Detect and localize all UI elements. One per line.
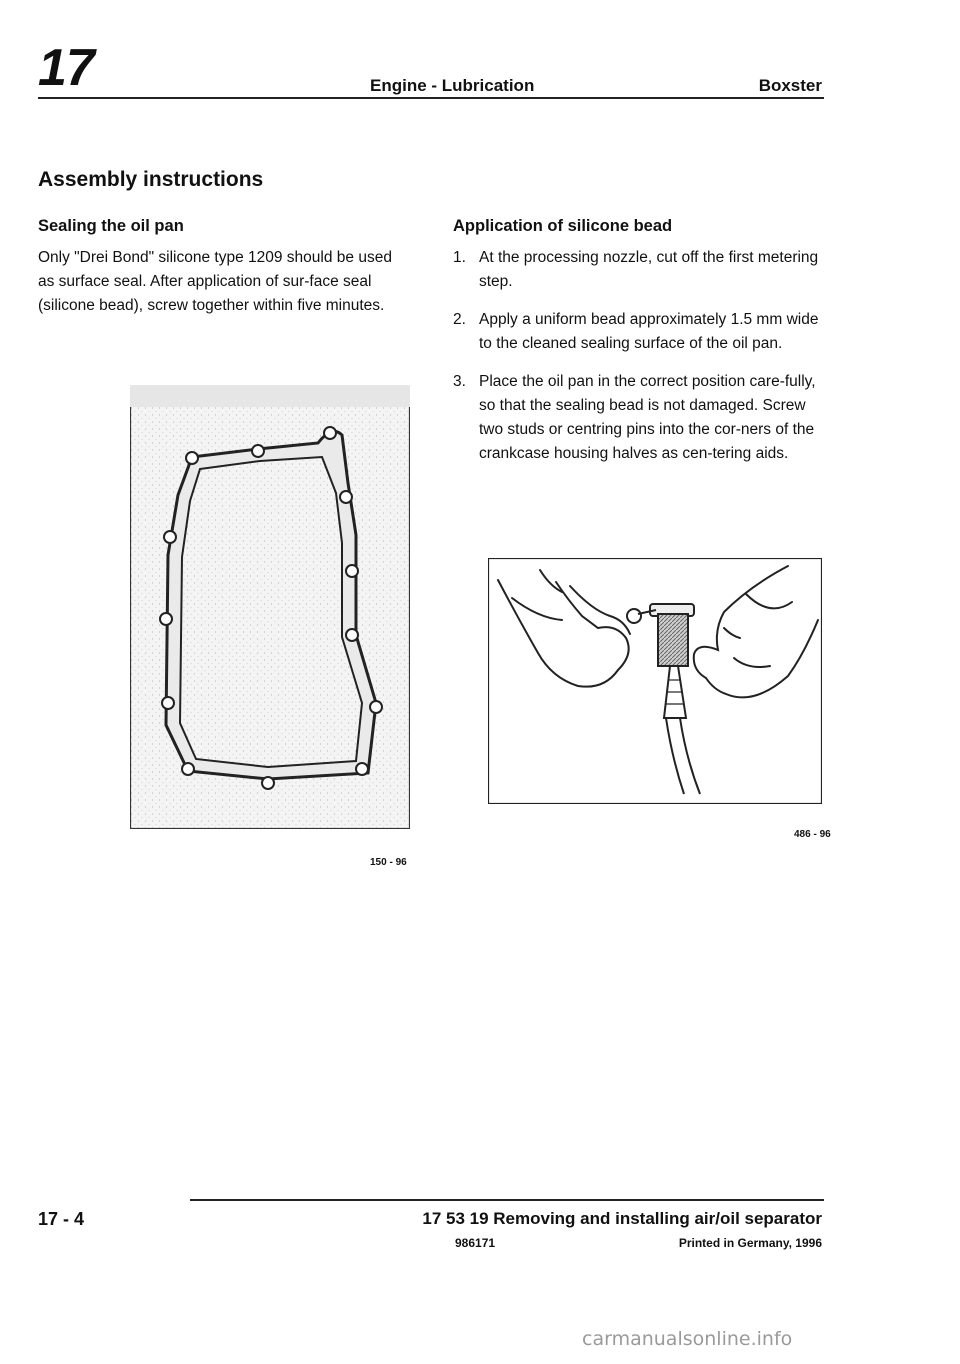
nozzle-tip (627, 609, 641, 623)
footer-title: 17 53 19 Removing and installing air/oil separator (422, 1209, 822, 1228)
printed-note: Printed in Germany, 1996 (678, 1236, 822, 1250)
steps-list (453, 246, 833, 466)
figure-caption-left: 150 - 96 (370, 857, 407, 868)
application-subheading: Application of silicone bead (453, 217, 673, 235)
step-text: Place the oil pan in the correct position care-fully, so that the sealing bead is not damaged. Screw two studs or centring pins into the cor-ners of the crankcase housing halves as cen-tering aids. (479, 373, 816, 462)
step-text: At the processing nozzle, cut off the first metering step. (479, 249, 819, 290)
oil-pan-gasket-figure (130, 385, 410, 829)
step-item (453, 308, 833, 356)
left-column (38, 214, 408, 318)
document-number: 986171 (455, 1236, 496, 1250)
step-item (453, 246, 833, 294)
figure-caption-right: 486 - 96 (794, 829, 831, 840)
header-title: Engine - Lubrication (370, 76, 535, 95)
section-title: Assembly instructions (38, 168, 264, 191)
right-column (453, 214, 833, 480)
chapter-number: 17 (38, 39, 94, 97)
silicone-cartridge-figure (488, 558, 822, 804)
page-number: 17 - 4 (38, 1209, 85, 1229)
header-rule (38, 97, 824, 99)
step-number: 2. (453, 311, 466, 328)
step-text: Apply a uniform bead approximately 1.5 mm wide to the cleaned sealing surface of the oil pan. (479, 311, 819, 352)
step-item (453, 370, 833, 466)
sealing-subheading: Sealing the oil pan (38, 217, 184, 235)
cartridge-body (658, 614, 688, 666)
step-number: 1. (453, 249, 466, 266)
step-number: 3. (453, 373, 466, 390)
sealing-paragraph: Only "Drei Bond" silicone type 1209 should be used as surface seal. After application of sur-face seal (silicone bead), screw together within five minutes. (38, 249, 392, 314)
watermark[interactable]: carmanualsonline.info (582, 1328, 793, 1350)
header-model: Boxster (758, 76, 822, 95)
footer-rule (190, 1199, 824, 1201)
